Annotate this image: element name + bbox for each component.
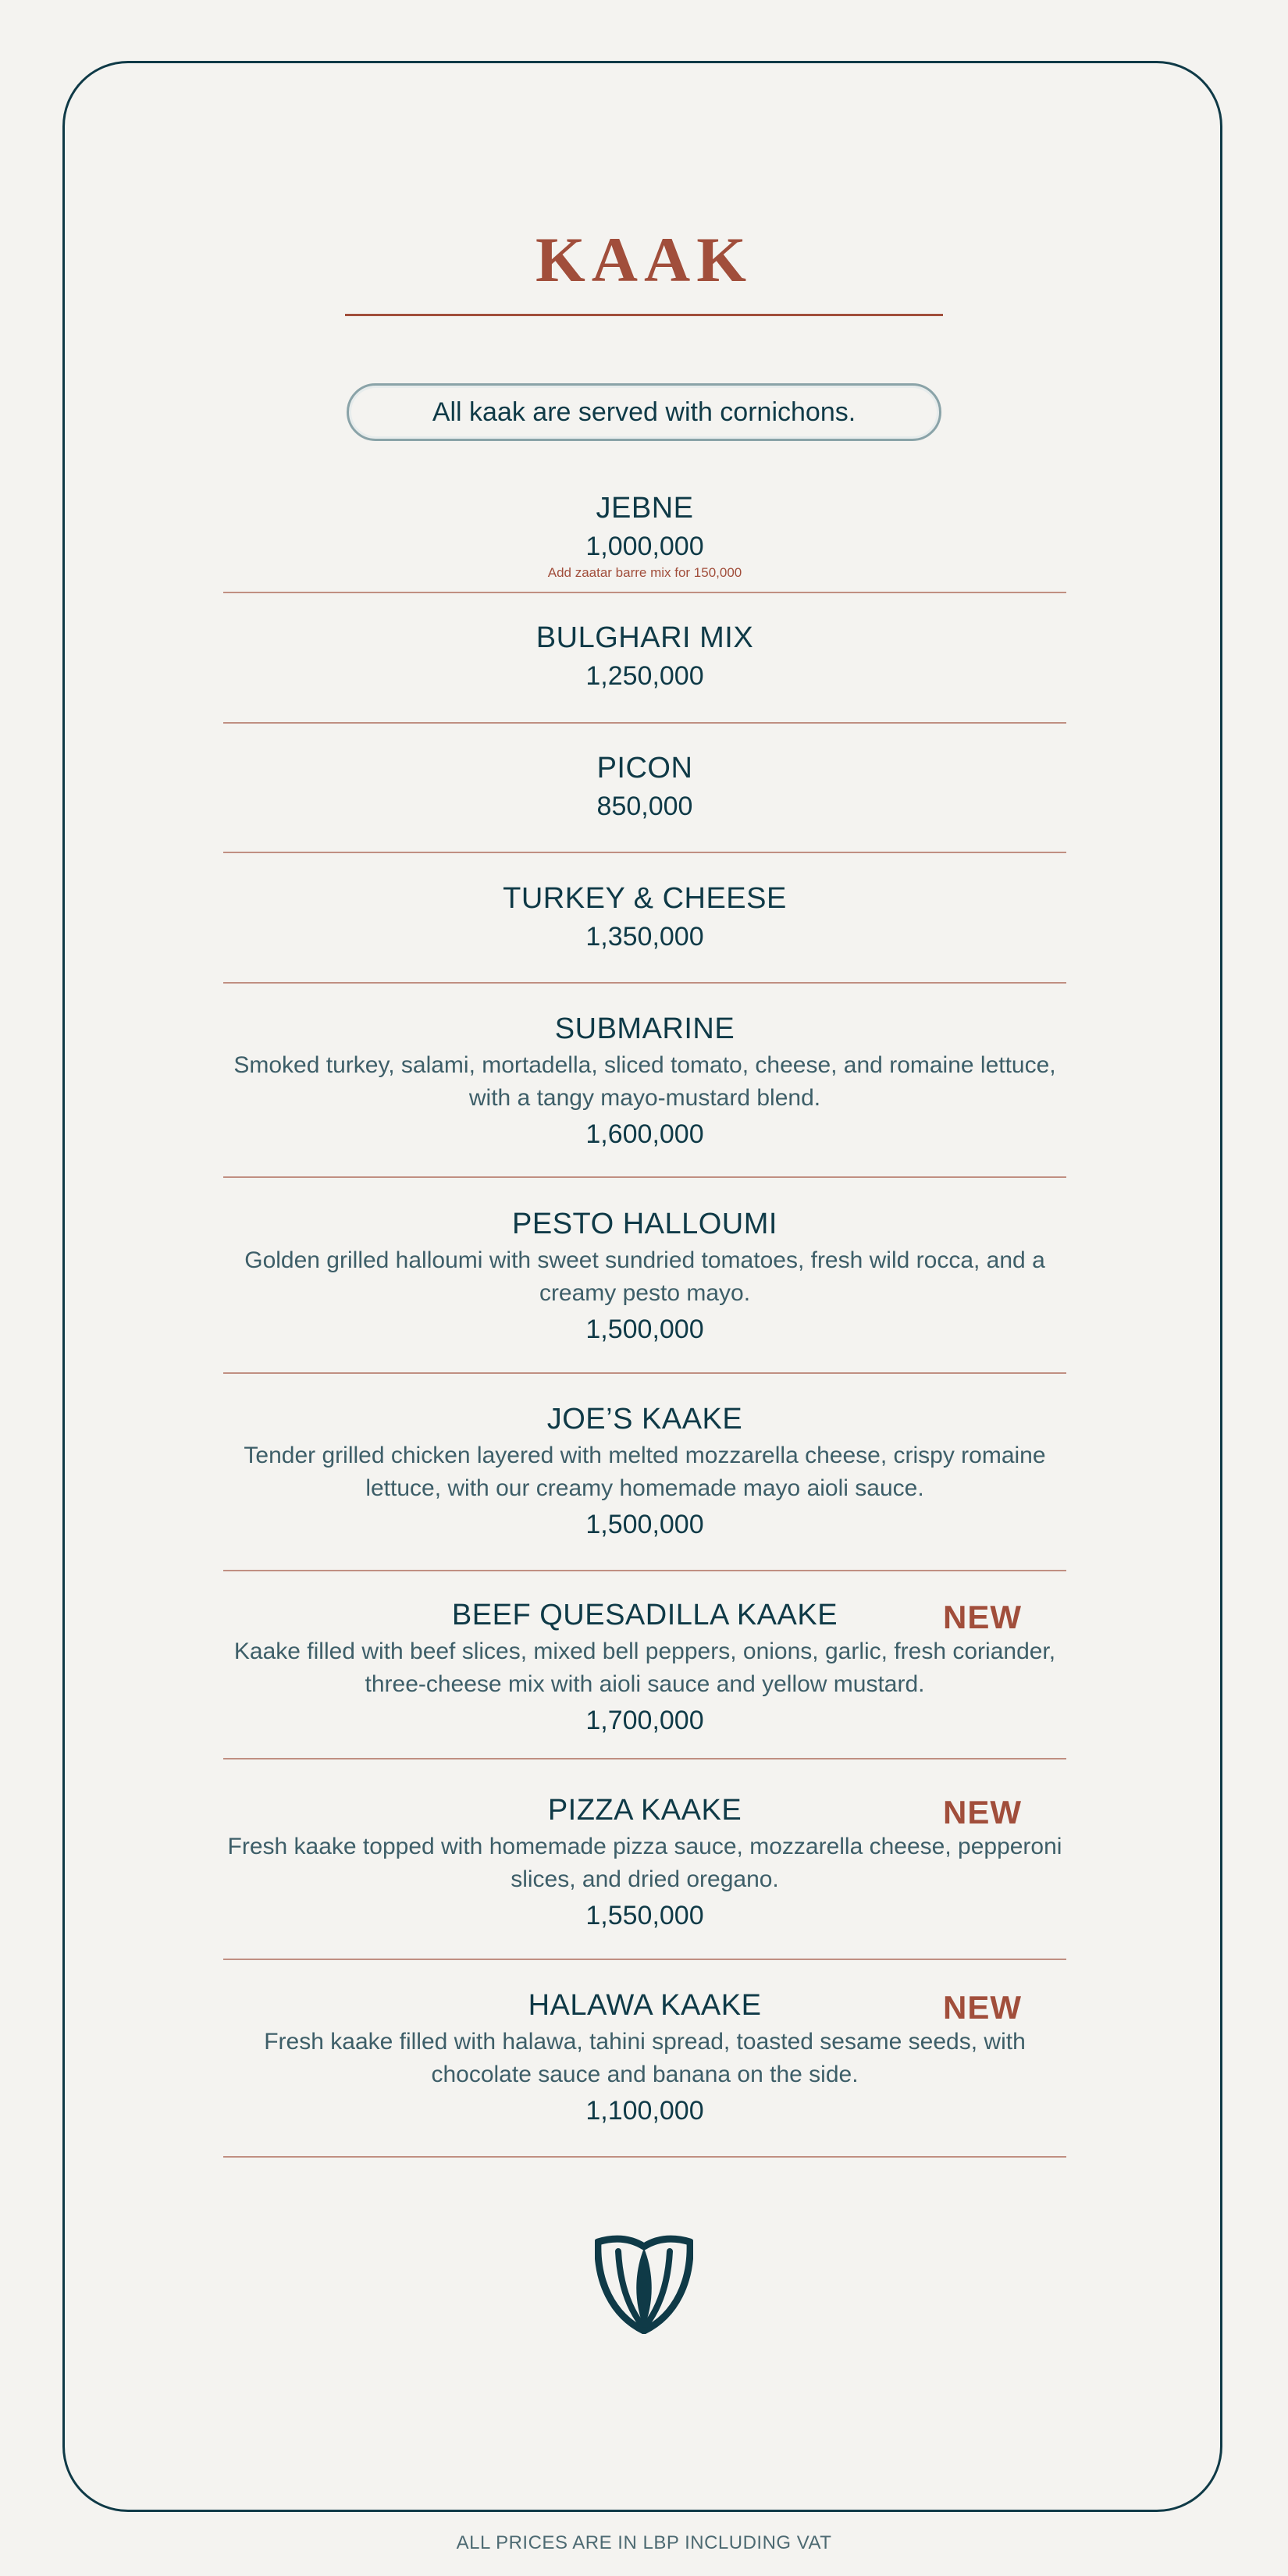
item-divider (223, 722, 1066, 724)
item-name: TURKEY & CHEESE (503, 882, 787, 915)
item-price: 850,000 (596, 792, 693, 821)
item-divider (223, 592, 1066, 593)
item-divider (223, 852, 1066, 853)
item-divider (223, 2156, 1066, 2158)
menu-item-jebne (223, 489, 1066, 582)
item-description: Smoked turkey, salami, mortadella, sliced tomato, cheese, and romaine lettuce, with a tangy mayo-mustard blend. (233, 1052, 1056, 1111)
serving-note (347, 383, 941, 441)
serving-note-text: All kaak are served with cornichons. (432, 397, 856, 427)
title-underline (345, 314, 943, 316)
item-price: 1,100,000 (585, 2096, 704, 2126)
item-description: Fresh kaake filled with halawa, tahini spread, toasted sesame seeds, with chocolate sauce and banana on the side. (264, 2029, 1026, 2087)
item-divider (223, 982, 1066, 984)
menu-item-turkey-cheese (223, 880, 1066, 955)
item-name: JEBNE (596, 492, 694, 525)
item-description: Golden grilled halloumi with sweet sundried tomatoes, fresh wild rocca, and a creamy pesto mayo. (244, 1247, 1045, 1306)
item-price: 1,600,000 (585, 1119, 704, 1149)
menu-item-halawa-kaake (223, 1987, 1066, 2129)
menu-item-joes-kaake (223, 1400, 1066, 1542)
menu-item-picon (223, 749, 1066, 824)
item-divider (223, 1372, 1066, 1374)
footer-note: ALL PRICES ARE IN LBP INCLUDING VAT (456, 2532, 832, 2553)
item-name: SUBMARINE (554, 1012, 735, 1045)
item-name: BEEF QUESADILLA KAAKE (451, 1599, 838, 1631)
menu-item-pizza-kaake (223, 1791, 1066, 1934)
item-name: BULGHARI MIX (535, 621, 754, 654)
item-price: 1,000,000 (585, 532, 704, 561)
item-description: Kaake filled with beef slices, mixed bell peppers, onions, garlic, fresh coriander, three-cheese mix with aioli sauce and yellow mustard. (233, 1638, 1056, 1697)
item-price: 1,550,000 (585, 1901, 704, 1930)
menu-item-pesto-halloumi (223, 1205, 1066, 1347)
item-divider (223, 1570, 1066, 1571)
new-badge: NEW (943, 1794, 1022, 1831)
item-price: 1,250,000 (585, 661, 704, 691)
new-badge: NEW (943, 1599, 1022, 1635)
item-price: 1,700,000 (585, 1706, 704, 1735)
item-price: 1,500,000 (585, 1315, 704, 1344)
item-addon: Add zaatar barre mix for 150,000 (547, 565, 742, 580)
menu-item-bulghari-mix (223, 619, 1066, 694)
new-badge: NEW (943, 1989, 1022, 2026)
item-description: Fresh kaake topped with homemade pizza sauce, mozzarella cheese, pepperoni slices, and dried oregano. (227, 1834, 1062, 1892)
item-divider (223, 1959, 1066, 1960)
item-name: PICON (596, 752, 693, 785)
item-price: 1,350,000 (585, 922, 704, 952)
item-name: PIZZA KAAKE (547, 1794, 742, 1827)
shield-logo-icon (595, 2234, 693, 2334)
item-description: Tender grilled chicken layered with melted mozzarella cheese, crispy romaine lettuce, with our creamy homemade mayo aioli sauce. (244, 1443, 1046, 1501)
menu-title: KAAK (535, 224, 753, 295)
item-name: PESTO HALLOUMI (512, 1208, 777, 1240)
item-divider (223, 1176, 1066, 1178)
menu-item-beef-quesadilla-kaake (223, 1596, 1066, 1738)
item-name: JOE’S KAAKE (546, 1403, 743, 1436)
item-divider (223, 1758, 1066, 1759)
item-price: 1,500,000 (585, 1510, 704, 1539)
item-name: HALAWA KAAKE (528, 1989, 762, 2022)
menu-item-submarine (223, 1010, 1066, 1152)
